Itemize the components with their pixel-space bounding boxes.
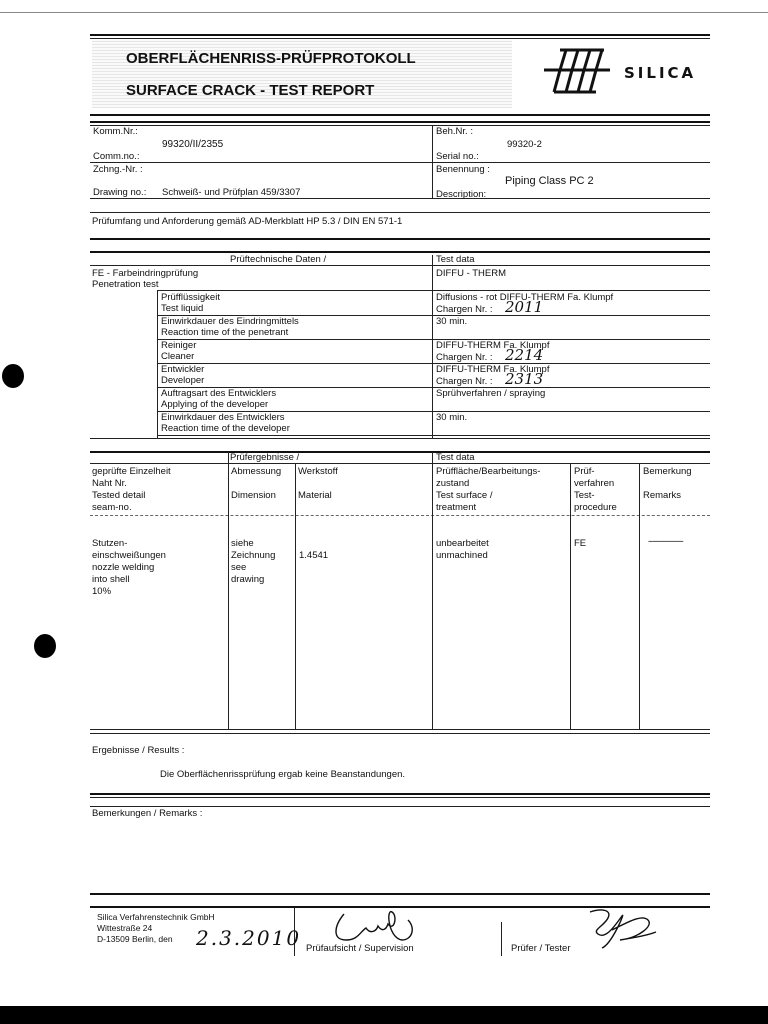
results-header-right: Test data: [436, 452, 475, 463]
testdata-row-value: DIFFU-THERM Fa. Klumpf: [436, 340, 550, 351]
footer-date: 2.3.2010: [196, 926, 302, 950]
col-procedure-2: verfahren: [574, 478, 615, 489]
footer-street: Wittestraße 24: [97, 923, 153, 933]
testdata-row-value: Sprühverfahren / spraying: [436, 388, 546, 399]
results-section-line: [90, 793, 710, 795]
punch-hole-top: [2, 364, 24, 388]
testdata-indent-divider: [157, 290, 158, 438]
col-procedure-3: Test-: [574, 490, 595, 501]
remarks-top-line: [90, 806, 710, 807]
testdata-header-right: Test data: [436, 254, 475, 265]
scope-bottom-line: [90, 238, 710, 240]
col-divider-1: [228, 452, 229, 730]
title-band-inner-line: [90, 38, 710, 39]
col-remarks-1: Bemerkung: [643, 466, 692, 477]
testdata-header-left: Prüftechnische Daten /: [230, 254, 327, 265]
silica-logo-icon: [540, 44, 620, 100]
entry-remarks: ----------------: [648, 536, 683, 547]
testdata-row-batch-label: Chargen Nr. :: [436, 304, 493, 315]
col-divider-2: [295, 463, 296, 730]
serial-label: Serial no.:: [436, 151, 479, 162]
drawing-label: Drawing no.:: [93, 187, 147, 198]
beh-label: Beh.Nr. :: [436, 126, 473, 137]
col-divider-4: [570, 463, 571, 730]
entry-dimension-4: drawing: [231, 574, 265, 585]
testdata-row-line: [157, 339, 710, 340]
results-top-line: [90, 451, 710, 453]
col-material-3: Material: [298, 490, 332, 501]
testdata-row-batch-number: 2313: [505, 370, 544, 388]
entry-surface-2: unmachined: [436, 550, 488, 561]
col-surface-2: zustand: [436, 478, 470, 489]
entry-detail-3: nozzle welding: [92, 562, 155, 573]
testdata-row-value: 30 min.: [436, 412, 468, 423]
entry-dimension-1: siehe: [231, 538, 254, 549]
footer-city: D-13509 Berlin, den: [97, 934, 173, 944]
testdata-row-en: Reaction time of the developer: [161, 423, 290, 434]
info-bottom-line: [90, 198, 710, 199]
results-bottom-line: [90, 729, 710, 730]
scope-top-line: [90, 212, 710, 213]
remarks-bottom-line: [90, 893, 710, 895]
results-header-line: [90, 463, 710, 464]
info-top-line-2: [90, 125, 710, 126]
entry-dimension-2: Zeichnung: [231, 550, 276, 561]
drawing-value: Schweiß- und Prüfplan 459/3307: [162, 187, 301, 198]
info-mid-line: [90, 162, 710, 163]
tester-label: Prüfer / Tester: [511, 943, 571, 954]
testdata-row-value: DIFFU-THERM Fa. Klumpf: [436, 364, 550, 375]
description-label: Description:: [436, 189, 487, 200]
col-dimension-1: Abmessung: [231, 466, 282, 477]
scope-text: Prüfumfang und Anforderung gemäß AD-Merkblatt HP 5.3 / DIN EN 571-1: [92, 216, 403, 227]
results-subheader-line: [90, 515, 710, 516]
testdata-row-batch-label: Chargen Nr. :: [436, 352, 493, 363]
col-procedure-4: procedure: [574, 502, 617, 513]
beh-value: 99320-2: [507, 139, 542, 150]
zeichnung-label: Zchng.-Nr. :: [93, 164, 143, 175]
testdata-row-value: 30 min.: [436, 316, 468, 327]
entry-material: 1.4541: [299, 550, 329, 561]
testdata-row-de: Reiniger: [161, 340, 197, 351]
testdata-row-batch-number: 2214: [505, 346, 544, 364]
col-surface-3: Test surface /: [436, 490, 493, 501]
col-detail-1: geprüfte Einzelheit: [92, 466, 171, 477]
col-surface-1: Prüffläche/Bearbeitungs-: [436, 466, 541, 477]
col-detail-4: seam-no.: [92, 502, 132, 513]
entry-dimension-3: see: [231, 562, 247, 573]
results-text: Die Oberflächenrissprüfung ergab keine Beanstandungen.: [160, 769, 406, 780]
col-surface-4: treatment: [436, 502, 477, 513]
results-section-line-2: [90, 797, 710, 798]
col-detail-2: Naht Nr.: [92, 478, 127, 489]
testdata-row-en: Reaction time of the penetrant: [161, 327, 289, 338]
testdata-header-line: [90, 265, 710, 266]
col-divider-5: [639, 463, 640, 730]
col-procedure-1: Prüf-: [574, 466, 595, 477]
supervisor-signature: [326, 906, 426, 950]
testdata-top-line: [90, 251, 710, 253]
testdata-row-de: Entwickler: [161, 364, 205, 375]
testdata-row-en: Test liquid: [161, 303, 204, 314]
page-top-edge: [0, 12, 768, 13]
footer-company: Silica Verfahrenstechnik GmbH: [97, 912, 215, 922]
comm-label: Comm.no.:: [93, 151, 140, 162]
results-label: Ergebnisse / Results :: [92, 745, 185, 756]
komm-value: 99320/II/2355: [162, 139, 224, 150]
benennung-value: Piping Class PC 2: [505, 175, 594, 187]
info-top-line: [90, 121, 710, 123]
testdata-row-de: Prüfflüssigkeit: [161, 292, 220, 303]
title-en: SURFACE CRACK - TEST REPORT: [126, 82, 375, 99]
page-bottom-edge: [0, 1006, 768, 1024]
results-header-left: Prüfergebnisse /: [230, 452, 300, 463]
entry-detail-4: into shell: [92, 574, 130, 585]
remarks-label: Bemerkungen / Remarks :: [92, 808, 203, 819]
testdata-row-value: Diffusions - rot DIFFU-THERM Fa. Klumpf: [436, 292, 614, 303]
entry-detail-1: Stutzen-: [92, 538, 128, 549]
testdata-row-en: Applying of the developer: [161, 399, 269, 410]
col-remarks-3: Remarks: [643, 490, 682, 501]
testdata-row-batch-number: 2011: [505, 298, 544, 316]
testdata-row-batch-label: Chargen Nr. :: [436, 376, 493, 387]
entry-surface-1: unbearbeitet: [436, 538, 489, 549]
entry-detail-5: 10%: [92, 586, 112, 597]
testdata-row-de: Einwirkdauer des Entwicklers: [161, 412, 285, 423]
punch-hole-bottom: [34, 634, 56, 658]
testdata-row-en: Cleaner: [161, 351, 195, 362]
testdata-row-line: [157, 435, 710, 436]
logo-text: SILICA: [624, 64, 697, 82]
testdata-bottom-line: [90, 438, 710, 439]
testdata-row-line: [157, 363, 710, 364]
tester-signature: [582, 904, 662, 952]
col-material-1: Werkstoff: [298, 466, 338, 477]
col-detail-3: Tested detail: [92, 490, 146, 501]
benennung-label: Benennung :: [436, 164, 490, 175]
col-dimension-3: Dimension: [231, 490, 276, 501]
testdata-row-de: Auftragsart des Entwicklers: [161, 388, 277, 399]
testdata-row-line: [157, 290, 710, 291]
komm-label: Komm.Nr.:: [93, 126, 138, 137]
method-de: FE - Farbeindringprüfung: [92, 268, 199, 279]
footer-divider-2: [501, 922, 502, 956]
method-value: DIFFU - THERM: [436, 268, 507, 279]
supervision-label: Prüfaufsicht / Supervision: [306, 943, 414, 954]
col-divider-3: [432, 452, 433, 730]
results-bottom-line-2: [90, 733, 710, 734]
method-en: Penetration test: [92, 279, 159, 290]
testdata-row-de: Einwirkdauer des Eindringmittels: [161, 316, 299, 327]
entry-procedure: FE: [574, 538, 587, 549]
title-de: OBERFLÄCHENRISS-PRÜFPROTOKOLL: [126, 50, 416, 67]
entry-detail-2: einschweißungen: [92, 550, 166, 561]
testdata-row-en: Developer: [161, 375, 205, 386]
